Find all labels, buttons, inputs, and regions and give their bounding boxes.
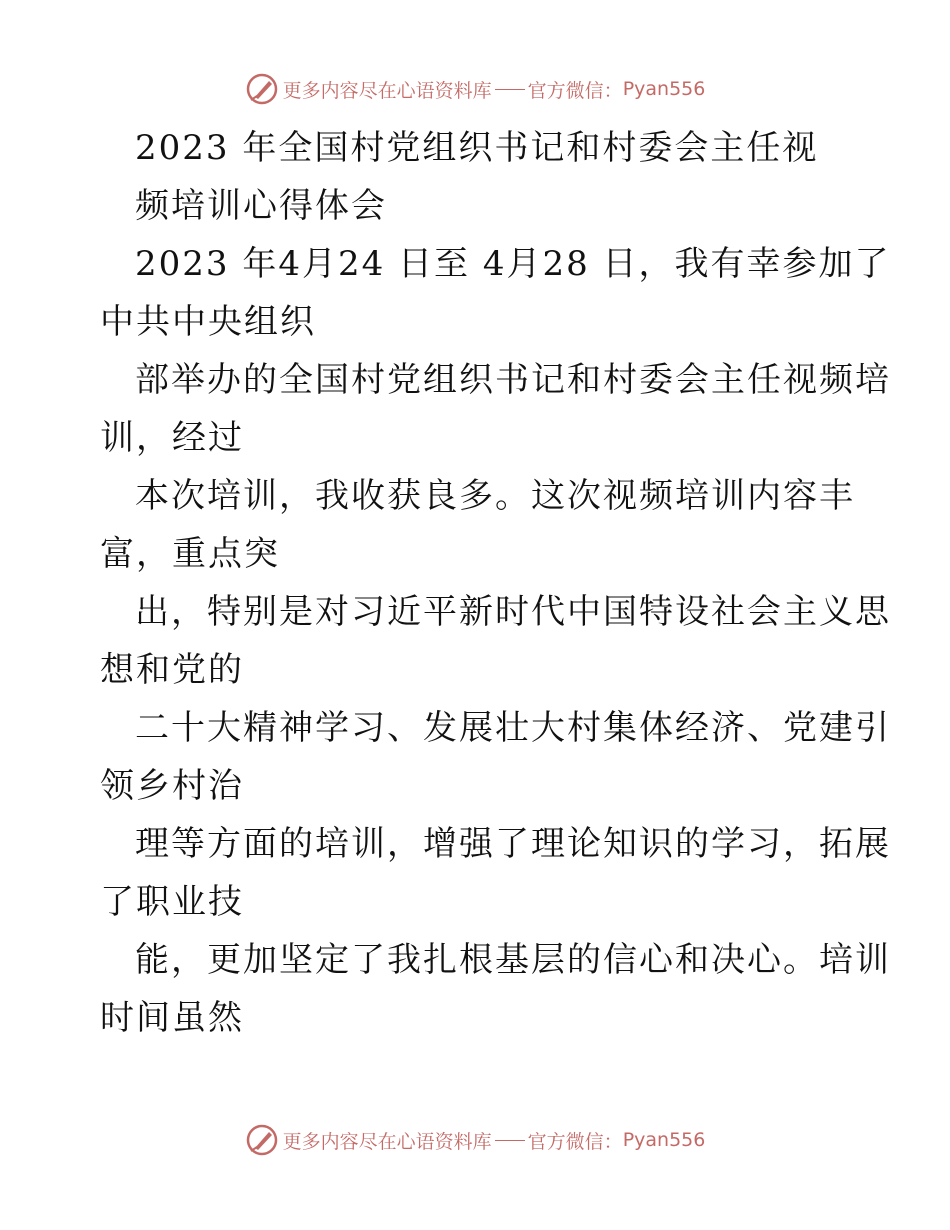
- text-line: 能，更加坚定了我扎根基层的信心和决心。培训: [135, 940, 891, 980]
- watermark-separator: [495, 89, 525, 90]
- watermark-text: 更多内容尽在心语资料库: [282, 1130, 492, 1153]
- watermark-official: 官方微信：: [527, 79, 623, 102]
- text-line: 时间虽然: [100, 998, 244, 1038]
- quill-logo-icon: [245, 72, 279, 106]
- text-line: 理等方面的培训，增强了理论知识的学习，拓展: [135, 824, 891, 864]
- text-line: 二十大精神学习、发展壮大村集体经济、党建引: [135, 708, 891, 748]
- text-line: 本次培训，我收获良多。这次视频培训内容丰: [135, 476, 855, 516]
- text-line: 了职业技: [100, 882, 244, 922]
- watermark-separator: [495, 1140, 525, 1141]
- text-line: 训，经过: [100, 418, 244, 458]
- watermark-official: 官方微信：: [527, 1130, 623, 1153]
- text-line: 中共中央组织: [100, 302, 316, 342]
- text-line: 领乡村治: [100, 766, 244, 806]
- header-watermark: [0, 71, 950, 107]
- text-line: 富，重点突: [100, 534, 280, 574]
- text-line: 想和党的: [100, 650, 244, 690]
- text-line: 2023 年4月24 日至 4月28 日，我有幸参加了: [135, 244, 891, 284]
- watermark-id: Pyan556: [622, 1129, 706, 1151]
- text-line: 部举办的全国村党组织书记和村委会主任视频培: [135, 360, 891, 400]
- watermark-id: Pyan556: [622, 78, 706, 100]
- text-line: 2023 年全国村党组织书记和村委会主任视: [135, 128, 819, 168]
- text-line: 频培训心得体会: [135, 186, 387, 226]
- quill-logo-icon: [245, 1123, 279, 1157]
- text-line: 出，特别是对习近平新时代中国特设社会主义思: [135, 592, 891, 632]
- watermark-text: 更多内容尽在心语资料库: [282, 79, 492, 102]
- footer-watermark: [0, 1122, 950, 1158]
